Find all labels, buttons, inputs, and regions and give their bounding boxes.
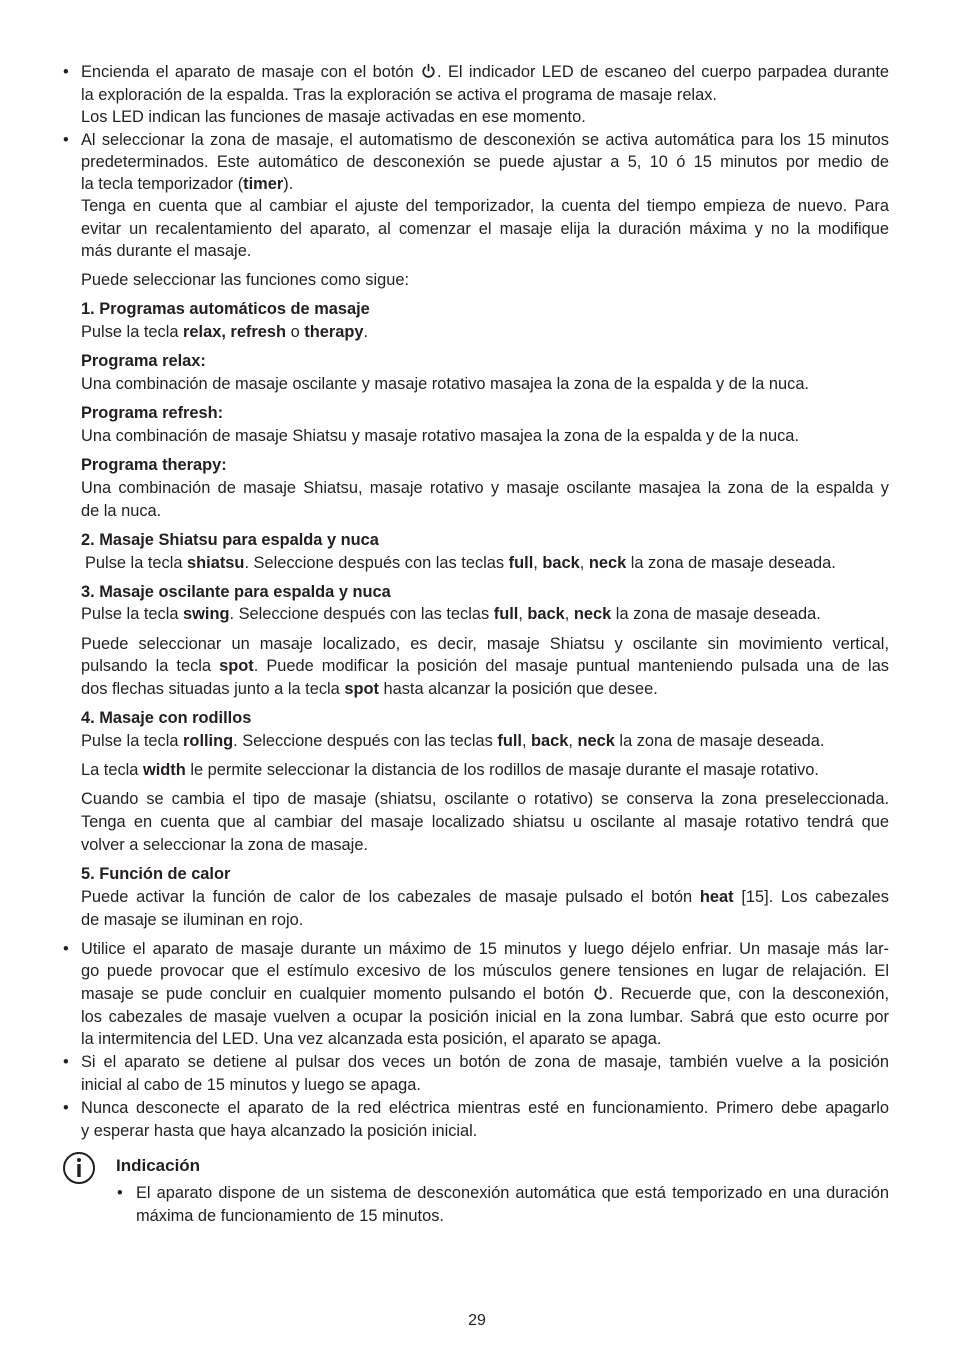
text-line: masaje se pude concluir en cualquier momento pulsando el botón . Recuerde que, con la desconexión, — [81, 985, 889, 1003]
page-number: 29 — [468, 1312, 486, 1329]
text-line: Puede activar la función de calor de los cabezales de masaje pulsado el botón heat [15]. Los cabezales — [81, 888, 889, 906]
bullet: • — [63, 63, 69, 81]
text-line: Una combinación de masaje Shiatsu y masaje rotativo masajea la zona de la espalda y de la nuca. — [81, 427, 799, 445]
text-line: Encienda el aparato de masaje con el botón . El indicador LED de escaneo del cuerpo parpadea durante — [81, 63, 890, 81]
text-line: la intermitencia del LED. Una vez alcanzada esta posición, el aparato se apaga. — [81, 1030, 662, 1048]
text-line: la tecla temporizador (timer). — [81, 175, 294, 193]
subsection-heading: Programa refresh: — [81, 404, 224, 422]
text-line: de la nuca. — [81, 502, 162, 520]
text-line: y esperar hasta que haya alcanzado la posición inicial. — [81, 1122, 478, 1140]
text-line: dos flechas situadas junto a la tecla spot hasta alcanzar la posición que desee. — [81, 680, 658, 698]
text-line: Cuando se cambia el tipo de masaje (shiatsu, oscilante o rotativo) se conserva la zona preseleccionada. — [81, 790, 889, 808]
text-line: máxima de funcionamiento de 15 minutos. — [136, 1207, 444, 1225]
text-line: La tecla width le permite seleccionar la distancia de los rodillos de masaje durante el masaje rotativo. — [81, 761, 819, 779]
text-line: los cabezales de masaje vuelven a ocupar la posición inicial en la zona lumbar. Sabrá que esto ocurre por — [81, 1008, 889, 1026]
text-line: Utilice el aparato de masaje durante un máximo de 15 minutos y luego déjelo enfriar. Un masaje más lar- — [81, 940, 889, 958]
bullet: • — [63, 1053, 69, 1071]
subsection-heading: Programa therapy: — [81, 456, 227, 474]
section-heading: 1. Programas automáticos de masaje — [81, 300, 370, 318]
text-line: Si el aparato se detiene al pulsar dos veces un botón de zona de masaje, también vuelve a la posición — [81, 1053, 889, 1071]
text-line: pulsando la tecla spot. Puede modificar la posición del masaje puntual manteniendo pulsada una de las — [81, 657, 890, 675]
text-line: Una combinación de masaje oscilante y masaje rotativo masajea la zona de la espalda y de la nuca. — [81, 375, 809, 393]
bullet: • — [63, 131, 69, 149]
note-heading: Indicación — [116, 1156, 201, 1175]
power-icon — [421, 63, 436, 79]
intro-text: Puede seleccionar las funciones como sigue: — [81, 271, 410, 289]
text-line: El aparato dispone de un sistema de desconexión automática que está temporizado en una duración — [136, 1184, 889, 1202]
info-icon — [62, 1151, 96, 1185]
bullet: • — [63, 1099, 69, 1117]
text-line: inicial al cabo de 15 minutos y luego se apaga. — [81, 1076, 421, 1094]
text-line: Tenga en cuenta que al cambiar del masaje localizado shiatsu u oscilante al masaje rotativo tendrá que — [81, 813, 889, 831]
text-line: más durante el masaje. — [81, 242, 252, 260]
text-line: Pulse la tecla rolling. Seleccione después con las teclas full, back, neck la zona de masaje deseada. — [81, 732, 825, 750]
subsection-heading: Programa relax: — [81, 352, 206, 370]
text-line: Al seleccionar la zona de masaje, el automatismo de desconexión se activa automática para los 15 minutos — [81, 131, 889, 149]
text-line: Pulse la tecla relax, refresh o therapy. — [81, 323, 369, 341]
text-line: de masaje se iluminan en rojo. — [81, 911, 304, 929]
bullet: • — [117, 1184, 123, 1202]
text-line: Pulse la tecla shiatsu. Seleccione después con las teclas full, back, neck la zona de masaje deseada. — [85, 554, 836, 572]
text-line: Los LED indican las funciones de masaje activadas en ese momento. — [81, 108, 586, 126]
text-line: Tenga en cuenta que al cambiar el ajuste del temporizador, la cuenta del tiempo empieza de nuevo. Para — [81, 197, 889, 215]
text-line: Nunca desconecte el aparato de la red eléctrica mientras esté en funcionamiento. Primero debe apagarlo — [81, 1099, 889, 1117]
section-heading: 2. Masaje Shiatsu para espalda y nuca — [81, 531, 379, 549]
text-line: evitar un recalentamiento del aparato, al comenzar el masaje elija la duración máxima y no la modifique — [81, 220, 889, 238]
text-line: go puede provocar que el estímulo excesivo de los músculos genere tensiones en lugar de relajación. El — [81, 962, 889, 980]
bullet: • — [63, 940, 69, 958]
power-icon — [593, 985, 608, 1001]
text-line: volver a seleccionar la zona de masaje. — [81, 836, 368, 854]
text-line: Una combinación de masaje Shiatsu, masaje rotativo y masaje oscilante masajea la zona de la espalda y — [81, 479, 889, 497]
section-heading: 3. Masaje oscilante para espalda y nuca — [81, 583, 391, 601]
text-line: la exploración de la espalda. Tras la exploración se activa el programa de masaje relax. — [81, 86, 717, 104]
section-heading: 5. Función de calor — [81, 865, 231, 883]
text-line: Pulse la tecla swing. Seleccione después con las teclas full, back, neck la zona de masaje deseada. — [81, 605, 821, 623]
section-heading: 4. Masaje con rodillos — [81, 709, 252, 727]
text-line: Puede seleccionar un masaje localizado, es decir, masaje Shiatsu y oscilante sin movimiento vertical, — [81, 635, 889, 653]
text-line: predeterminados. Este automático de desconexión se puede ajustar a 5, 10 ó 15 minutos por medio de — [81, 153, 889, 171]
